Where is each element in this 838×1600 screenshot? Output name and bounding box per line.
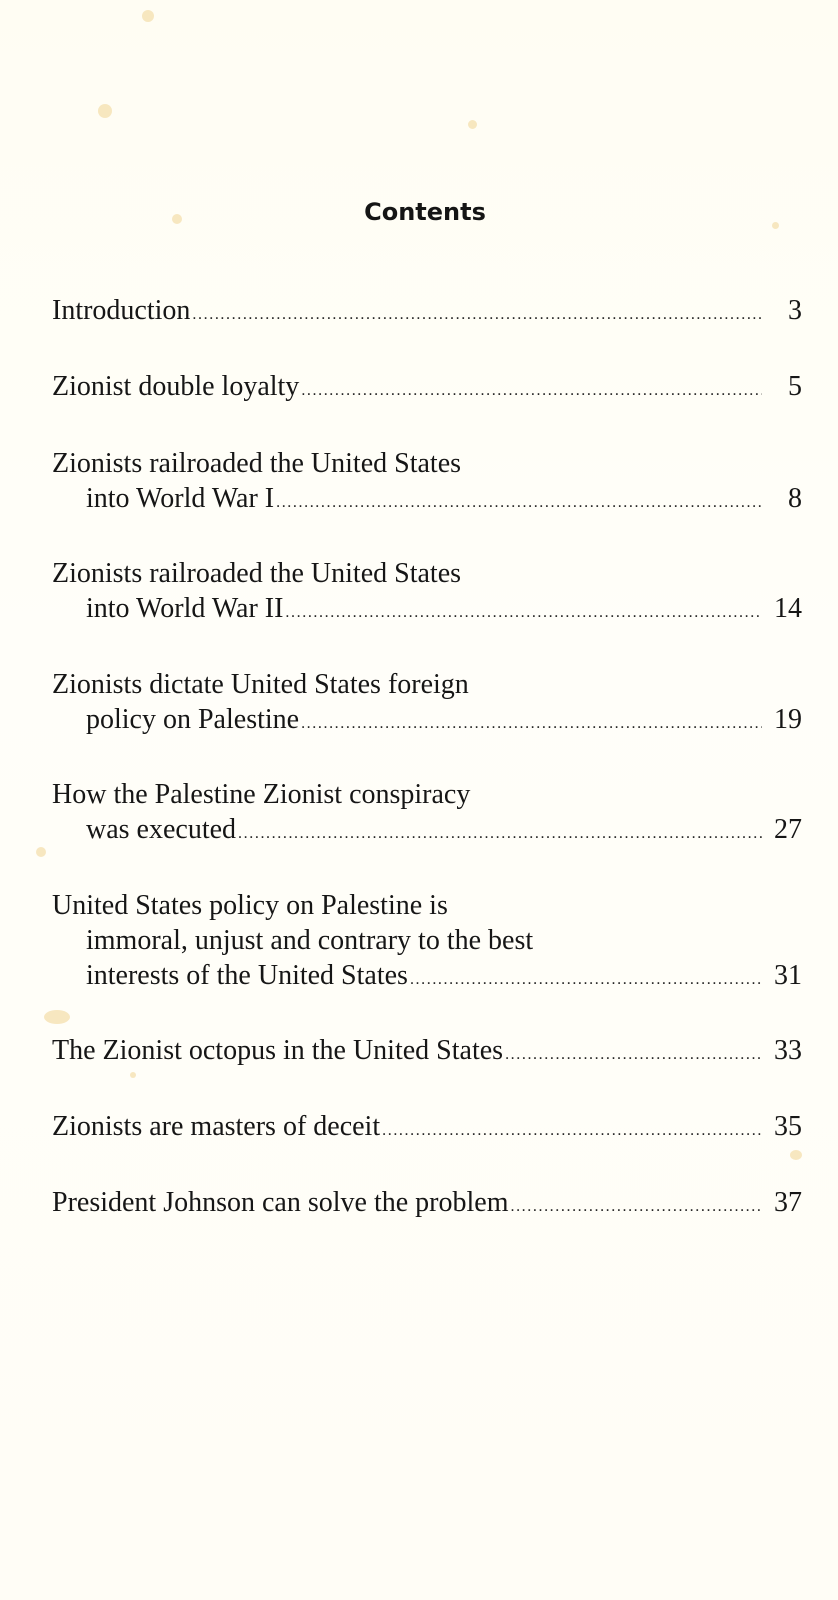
page-number: 8 [788,483,802,514]
toc-entry-foreign-policy [52,667,802,741]
dot-leader [382,1113,762,1148]
paper-speck [130,1072,136,1078]
paper-speck [468,120,477,129]
page-number: 19 [774,704,802,735]
paper-speck [44,1010,70,1024]
dot-leader [410,962,762,997]
page-number: 14 [774,593,802,624]
dot-leader [192,297,762,332]
page-number: 27 [774,814,802,845]
entry-title: Zionists dictate United States foreign [52,669,469,700]
page-number: 5 [788,371,802,402]
entry-title-continued: into World War II [86,593,284,624]
entry-title: Introduction [52,295,191,326]
page-number: 31 [774,960,802,991]
paper-speck [142,10,154,22]
dot-leader [285,595,762,630]
toc-entry-conspiracy [52,777,802,851]
entry-title: Zionist double loyalty [52,371,300,402]
toc-entry-policy-immoral [52,888,802,997]
dot-leader [301,706,762,741]
entry-title: United States policy on Palestine is [52,890,448,921]
dot-leader [510,1189,762,1224]
page-number: 33 [774,1035,802,1066]
dot-leader [276,485,762,520]
toc-entry-octopus [52,1033,802,1072]
page-number: 3 [788,295,802,326]
toc-entry-introduction [52,293,802,332]
toc-entry-deceit [52,1109,802,1148]
entry-title: Zionists railroaded the United States [52,448,462,479]
toc-entry-double-loyalty [52,369,802,408]
entry-title: Zionists railroaded the United States [52,558,462,589]
paper-speck [36,847,46,857]
entry-title: The Zionist octopus in the United States [52,1035,504,1066]
paper-speck [790,1150,802,1160]
entry-title-continued: immoral, unjust and contrary to the best [86,925,534,956]
entry-title-continued: into World War I [86,483,275,514]
paper-speck [98,104,112,118]
page-number: 35 [774,1111,802,1142]
dot-leader [301,373,762,408]
toc-entry-world-war-i [52,446,802,520]
entry-title-continued: policy on Palestine [86,704,300,735]
entry-title-continued: was executed [86,814,237,845]
toc-entry-president-johnson [52,1185,802,1224]
entry-title: Zionists are masters of deceit [52,1111,381,1142]
page-number: 37 [774,1187,802,1218]
toc-entry-world-war-ii [52,556,802,630]
page-title: Contents [364,198,486,226]
entry-title-continued: interests of the United States [86,960,408,991]
dot-leader [505,1037,762,1072]
entry-title: How the Palestine Zionist conspiracy [52,779,471,810]
dot-leader [238,816,762,851]
entry-title: President Johnson can solve the problem [52,1187,509,1218]
